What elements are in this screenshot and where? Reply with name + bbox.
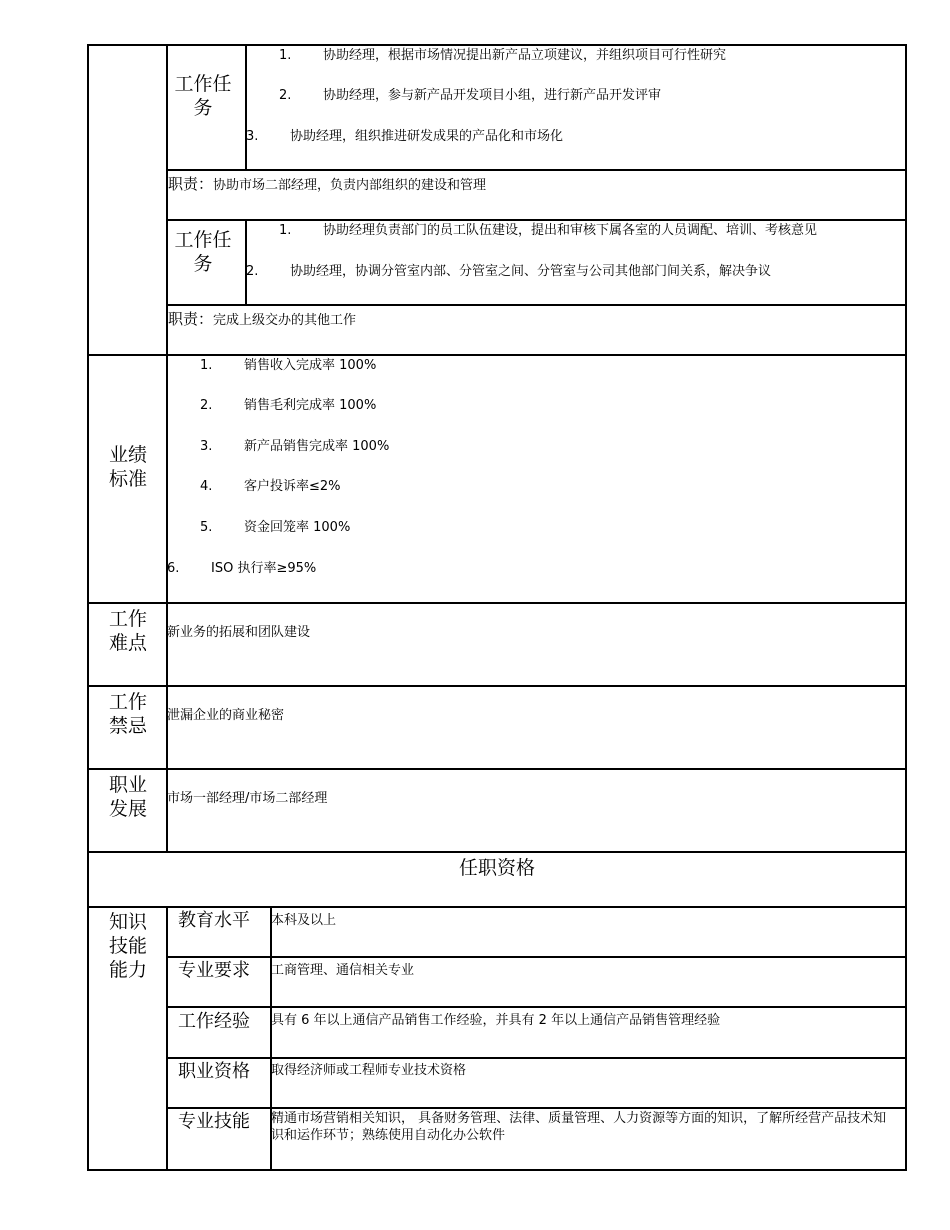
task-item-1-2 xyxy=(279,88,661,104)
row-divider xyxy=(166,304,907,306)
qual-row-label: 职业资格 xyxy=(178,1061,250,1082)
duty-row-2 xyxy=(168,311,356,329)
qualification-label: 知识技能能力 xyxy=(108,911,147,981)
qual-row-text: 本科及以上 xyxy=(271,913,337,928)
performance-item xyxy=(200,479,341,495)
performance-item-number: 3. xyxy=(200,439,213,454)
performance-item-text: 客户投诉率≤2% xyxy=(244,479,341,494)
label-column-divider xyxy=(166,906,168,1170)
performance-item xyxy=(167,561,316,577)
task-item-1-3 xyxy=(246,129,563,145)
task-label-2: 工作任务 xyxy=(174,229,232,275)
table-border-right xyxy=(905,44,907,1171)
performance-item xyxy=(200,439,389,455)
taboo-text: 泄漏企业的商业秘密 xyxy=(167,708,285,723)
row-divider xyxy=(87,906,907,908)
task-item-text: 协助经理，根据市场情况提出新产品立项建议，并组织项目可行性研究 xyxy=(323,48,727,63)
difficulty-label: 工作难点 xyxy=(108,608,147,654)
task-item-1-1 xyxy=(279,48,726,64)
row-divider xyxy=(87,685,907,687)
task-item-number: 3. xyxy=(246,129,259,144)
task-item-number: 2. xyxy=(279,88,292,103)
performance-item-text: ISO 执行率≥95% xyxy=(211,561,317,576)
row-divider xyxy=(166,219,907,221)
row-divider xyxy=(166,1006,907,1008)
qual-row-label: 专业要求 xyxy=(178,960,250,981)
row-divider xyxy=(166,1057,907,1059)
task-item-text: 协助经理，协调分管室内部、分管室之间、分管室与公司其他部门间关系，解决争议 xyxy=(290,264,772,279)
row-divider xyxy=(87,602,907,604)
difficulty-text: 新业务的拓展和团队建设 xyxy=(167,625,311,640)
performance-label: 业绩标准 xyxy=(108,444,147,490)
row-divider xyxy=(87,851,907,853)
row-divider xyxy=(166,1107,907,1109)
performance-item-text: 销售毛利完成率 100% xyxy=(244,398,377,413)
qual-row-text: 精通市场营销相关知识， 具备财务管理、法律、质量管理、人力资源等方面的知识，了解所经营产品技术知识和运作环节；熟练使用自动化办公软件 xyxy=(271,1111,887,1143)
duty-text: 协助市场二部经理，负责内部组织的建设和管理 xyxy=(213,178,487,193)
qual-row-text: 具有 6 年以上通信产品销售工作经验，并具有 2 年以上通信产品销售管理经验 xyxy=(271,1013,721,1028)
duty-text: 完成上级交办的其他工作 xyxy=(213,313,357,328)
table-border-top xyxy=(87,44,907,46)
qualification-title: 任职资格 xyxy=(458,857,535,879)
performance-item-number: 1. xyxy=(200,358,213,373)
task-item-2-1 xyxy=(279,223,817,239)
performance-item-number: 6. xyxy=(167,561,180,576)
duty-label: 职责： xyxy=(168,175,214,193)
performance-item-text: 资金回笼率 100% xyxy=(244,520,351,535)
career-label: 职业发展 xyxy=(108,774,147,820)
row-divider xyxy=(166,169,907,171)
task-item-2-2 xyxy=(246,264,771,280)
task-item-text: 协助经理负责部门的员工队伍建设，提出和审核下属各室的人员调配、培训、考核意见 xyxy=(323,223,818,238)
table-border-left xyxy=(87,44,89,1171)
performance-item xyxy=(200,520,350,536)
performance-item xyxy=(200,398,376,414)
task-label-divider xyxy=(245,219,247,305)
task-item-number: 1. xyxy=(279,223,292,238)
task-label-divider xyxy=(245,44,247,170)
row-divider xyxy=(87,354,907,356)
taboo-label: 工作禁忌 xyxy=(108,691,147,737)
duty-label: 职责： xyxy=(168,310,214,328)
task-item-text: 协助经理，组织推进研发成果的产品化和市场化 xyxy=(290,129,564,144)
performance-item-text: 新产品销售完成率 100% xyxy=(244,439,390,454)
row-divider xyxy=(166,956,907,958)
performance-item-number: 2. xyxy=(200,398,213,413)
performance-item-number: 4. xyxy=(200,479,213,494)
performance-item-number: 5. xyxy=(200,520,213,535)
performance-item xyxy=(200,358,376,374)
career-text: 市场一部经理/市场二部经理 xyxy=(167,791,328,806)
qual-row-label: 工作经验 xyxy=(178,1011,250,1032)
performance-item-text: 销售收入完成率 100% xyxy=(244,358,377,373)
task-label-1: 工作任务 xyxy=(174,73,232,119)
duty-row-1 xyxy=(168,176,486,194)
qual-row-text: 工商管理、通信相关专业 xyxy=(271,963,415,978)
task-item-number: 1. xyxy=(279,48,292,63)
qual-row-text: 取得经济师或工程师专业技术资格 xyxy=(271,1063,467,1078)
qual-row-label: 专业技能 xyxy=(178,1111,250,1132)
task-item-number: 2. xyxy=(246,264,259,279)
table-border-bottom xyxy=(87,1169,907,1171)
qual-row-label: 教育水平 xyxy=(178,910,250,931)
row-divider xyxy=(87,768,907,770)
task-item-text: 协助经理，参与新产品开发项目小组，进行新产品开发评审 xyxy=(323,88,662,103)
label-column-divider xyxy=(166,44,168,853)
